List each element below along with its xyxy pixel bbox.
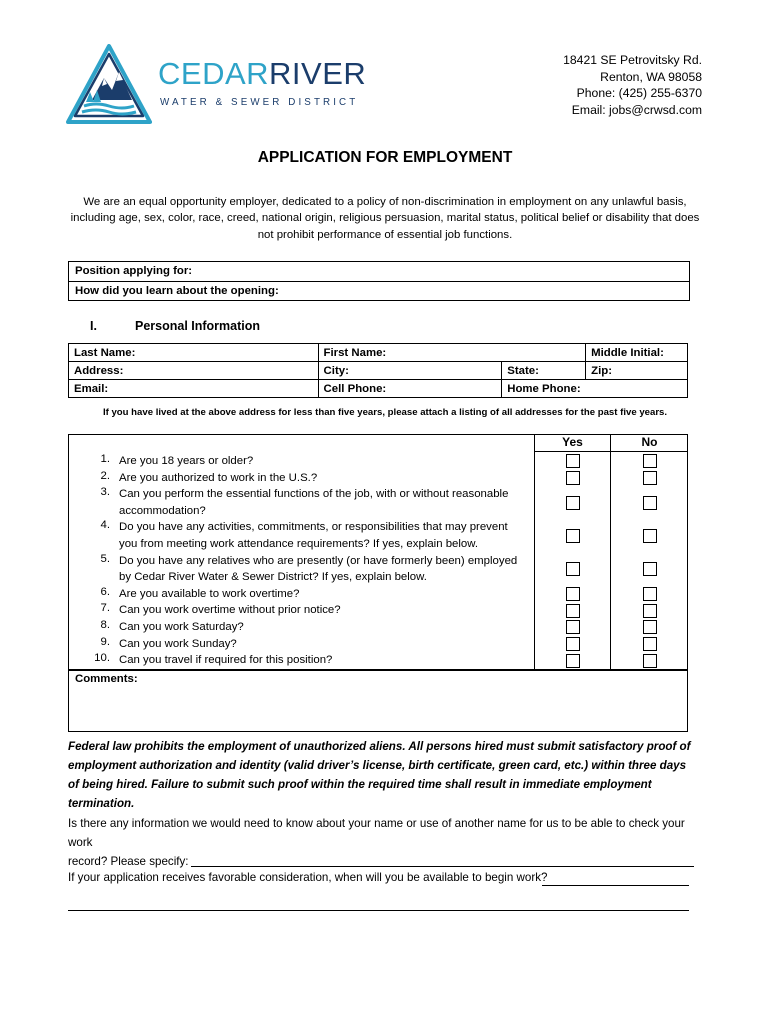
email-label: Email: xyxy=(74,382,109,395)
first-name-field[interactable] xyxy=(318,344,586,362)
comments-field[interactable] xyxy=(68,670,688,732)
question-number: 1. xyxy=(100,453,110,465)
home-phone-field[interactable] xyxy=(502,380,688,398)
question-text: Do you have any relatives who are presently (or have formerly been) employed xyxy=(119,554,518,567)
zip-label: Zip: xyxy=(591,364,612,377)
extra-answer-line[interactable] xyxy=(68,910,689,911)
phone-line: Phone: (425) 255-6370 xyxy=(576,86,702,101)
state-field[interactable] xyxy=(502,362,586,380)
personal-info-table xyxy=(68,343,688,398)
other-name-question-line1: Is there any information we would need to know about your name or use of another name for us to be able to check your work xyxy=(68,817,685,849)
eeo-statement: We are an equal opportunity employer, dedicated to a policy of non-discrimination in employment on any unlawful basis, including age, sex, color, race, creed, national origin, religious persuasion, marital status, political belief or disability that does not prohibit performance of essential job functions. xyxy=(70,196,700,241)
question-3-no-checkbox[interactable] xyxy=(643,496,657,510)
question-9-yes-checkbox[interactable] xyxy=(566,637,580,651)
how-learned-label: How did you learn about the opening: xyxy=(75,285,279,297)
home-phone-label: Home Phone: xyxy=(507,382,581,395)
question-text: Do you have any activities, commitments, or responsibilities that may prevent xyxy=(119,521,508,534)
city-label: City: xyxy=(323,364,349,377)
federal-notice: Federal law prohibits the employment of unauthorized aliens. All persons hired must submit satisfactory proof of employment authorization and identity (valid driver’s license, birth certificate, green card, etc.) within three days of being hired. Failure to submit such proof within the required time shall result in immediate employment termination. xyxy=(68,740,691,810)
city-field[interactable] xyxy=(318,362,502,380)
address-history-note: If you have lived at the above address for less than five years, please attach a listing of all addresses for the past five years. xyxy=(102,407,668,418)
question-2-yes-checkbox[interactable] xyxy=(566,471,580,485)
question-number: 8. xyxy=(100,619,110,631)
brand-subtitle: WATER & SEWER DISTRICT xyxy=(160,97,359,108)
question-3-yes-checkbox[interactable] xyxy=(566,496,580,510)
yes-header: Yes xyxy=(562,435,583,449)
cedar-river-logo-icon xyxy=(66,44,152,128)
question-text: you from meeting work attendance requirements? If yes, explain below. xyxy=(119,538,478,550)
question-text: Can you travel if required for this position? xyxy=(119,654,333,667)
address-field[interactable] xyxy=(69,362,319,380)
yes-column xyxy=(534,434,611,670)
email-line: Email: jobs@crwsd.com xyxy=(571,102,702,117)
address-line-1: 18421 SE Petrovitsky Rd. xyxy=(563,53,702,67)
question-6-no-checkbox[interactable] xyxy=(643,587,657,601)
availability-answer-line[interactable] xyxy=(542,885,689,886)
first-name-label: First Name: xyxy=(323,346,387,359)
question-10-no-checkbox[interactable] xyxy=(643,654,657,668)
brand-name xyxy=(158,56,366,92)
brand-name-part2: RIVER xyxy=(269,56,367,91)
email-field[interactable] xyxy=(69,380,319,398)
question-4-no-checkbox[interactable] xyxy=(643,529,657,543)
question-text: Can you work Sunday? xyxy=(119,637,237,650)
question-number: 2. xyxy=(100,469,110,482)
question-8-no-checkbox[interactable] xyxy=(643,620,657,634)
brand-name-part1: CEDAR xyxy=(158,56,270,91)
question-1-yes-checkbox[interactable] xyxy=(566,454,580,468)
question-text: Are you authorized to work in the U.S.? xyxy=(119,471,318,484)
middle-initial-field[interactable] xyxy=(586,344,688,362)
question-text: Can you work overtime without prior notice? xyxy=(119,604,341,617)
comments-label: Comments: xyxy=(75,673,138,685)
position-box xyxy=(68,261,690,301)
question-number: 6. xyxy=(100,585,110,598)
cell-phone-label: Cell Phone: xyxy=(323,382,387,395)
section-number: I. xyxy=(90,319,97,333)
question-number: 10. xyxy=(94,652,110,665)
question-number: 9. xyxy=(100,635,110,648)
state-label: State: xyxy=(507,364,539,377)
other-name-question xyxy=(68,814,694,871)
question-text: by Cedar River Water & Sewer District? If yes, explain below. xyxy=(119,571,427,584)
question-number: 3. xyxy=(100,486,110,499)
question-8-yes-checkbox[interactable] xyxy=(566,620,580,634)
question-2-no-checkbox[interactable] xyxy=(643,471,657,485)
question-5-no-checkbox[interactable] xyxy=(643,562,657,576)
question-7-yes-checkbox[interactable] xyxy=(566,604,580,618)
question-number: 4. xyxy=(100,519,110,532)
question-1-no-checkbox[interactable] xyxy=(643,454,657,468)
position-applying-label: Position applying for: xyxy=(75,265,193,277)
question-5-yes-checkbox[interactable] xyxy=(566,562,580,576)
middle-initial-label: Middle Initial: xyxy=(591,346,664,359)
availability-question: If your application receives favorable consideration, when will you be available to begin work? xyxy=(68,871,548,884)
zip-field[interactable] xyxy=(586,362,688,380)
question-4-yes-checkbox[interactable] xyxy=(566,529,580,543)
question-text: Can you work Saturday? xyxy=(119,621,244,633)
address-line-2: Renton, WA 98058 xyxy=(600,69,702,84)
last-name-label: Last Name: xyxy=(74,346,136,359)
address-label: Address: xyxy=(74,364,124,377)
last-name-field[interactable] xyxy=(69,344,319,362)
how-learned-field[interactable] xyxy=(69,281,689,300)
no-header: No xyxy=(641,435,658,449)
question-number: 7. xyxy=(100,602,110,615)
position-applying-field[interactable] xyxy=(69,262,689,281)
question-10-yes-checkbox[interactable] xyxy=(566,654,580,668)
cell-phone-field[interactable] xyxy=(318,380,502,398)
question-number: 5. xyxy=(100,552,110,565)
question-6-yes-checkbox[interactable] xyxy=(566,587,580,601)
district-address xyxy=(563,52,702,118)
question-7-no-checkbox[interactable] xyxy=(643,604,657,618)
question-text: accommodation? xyxy=(119,504,206,517)
other-name-question-line2: record? Please specify: xyxy=(68,855,189,868)
section-title: Personal Information xyxy=(135,319,261,333)
question-text: Can you perform the essential functions of the job, with or without reasonable xyxy=(119,488,509,501)
question-text: Are you 18 years or older? xyxy=(119,455,254,467)
other-name-answer-line[interactable] xyxy=(191,852,694,867)
page-title: APPLICATION FOR EMPLOYMENT xyxy=(257,149,513,166)
question-text: Are you available to work overtime? xyxy=(119,587,300,600)
question-9-no-checkbox[interactable] xyxy=(643,637,657,651)
